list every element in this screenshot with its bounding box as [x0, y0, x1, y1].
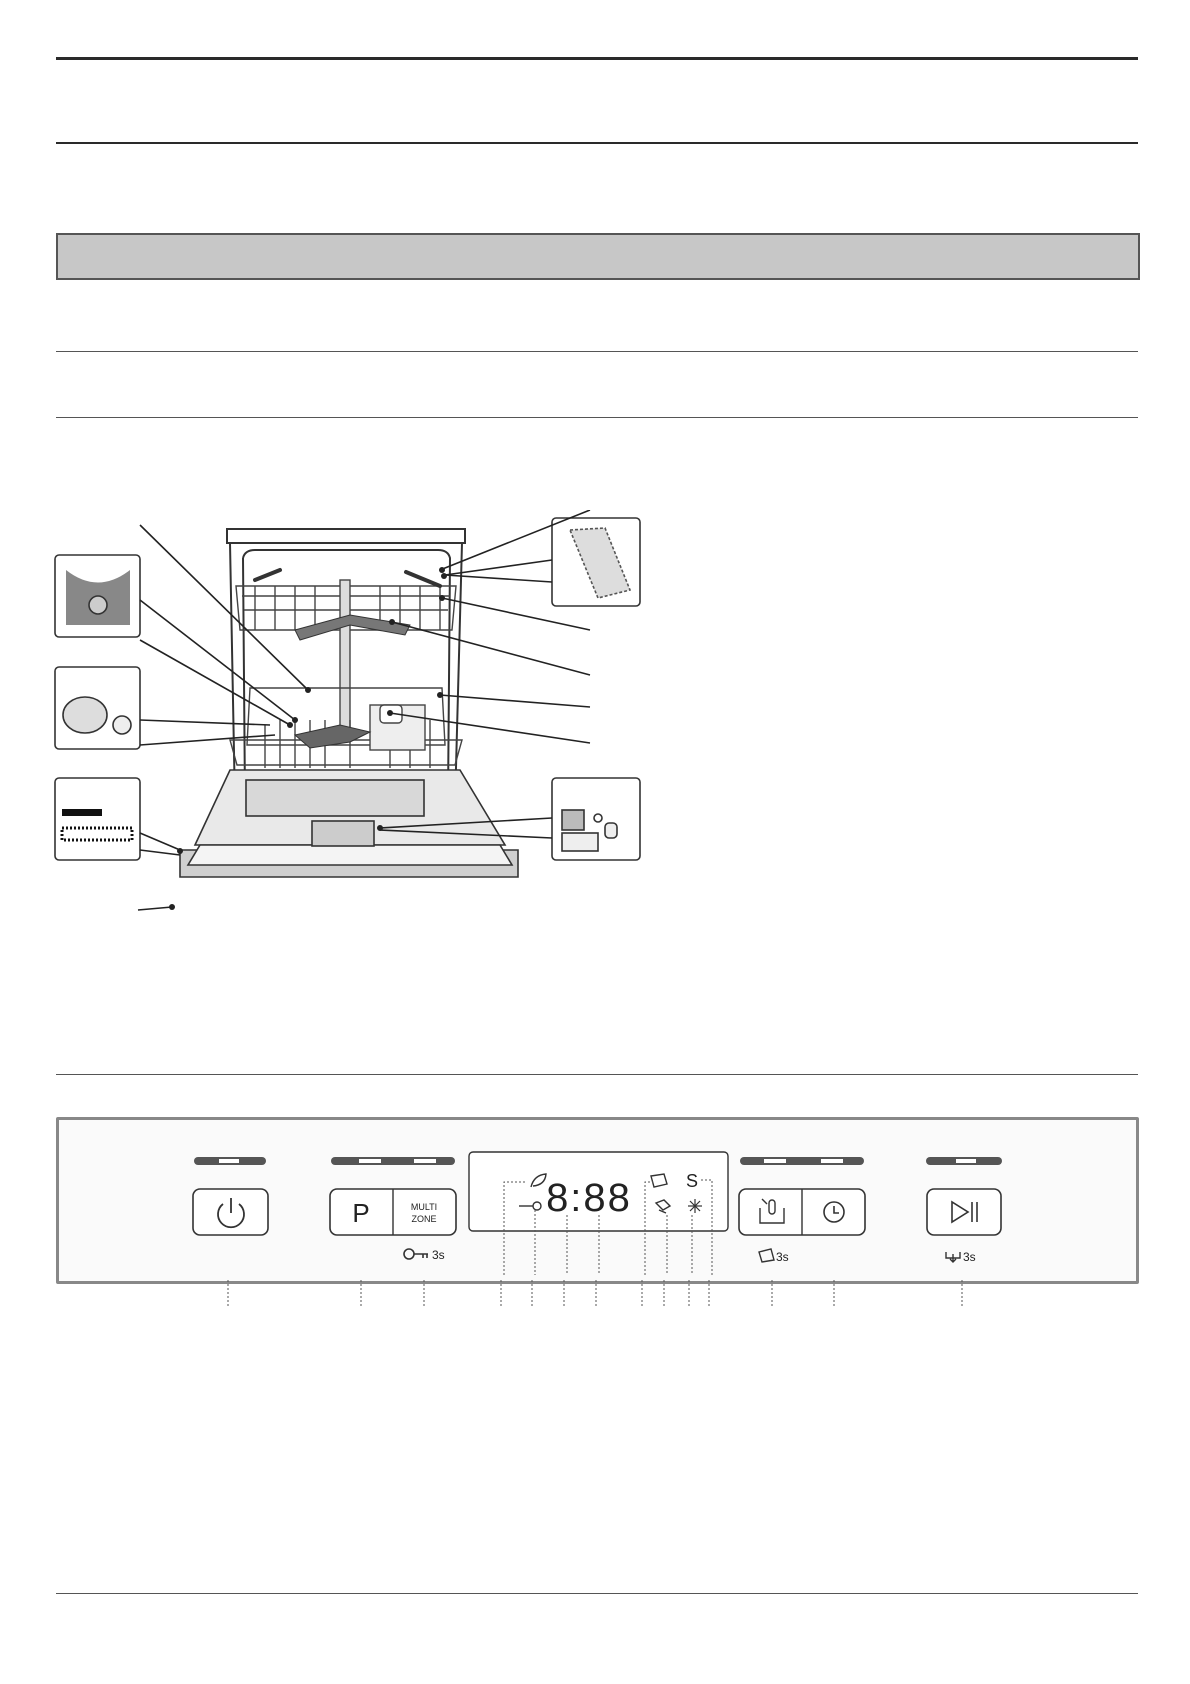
start-pause-button[interactable]	[927, 1189, 1001, 1235]
callout-dispenser	[552, 778, 640, 860]
multi-zone-label-2[interactable]: ZONE	[411, 1214, 437, 1224]
rule-5	[56, 1074, 1138, 1075]
rule-3	[56, 351, 1138, 352]
dishwasher-diagram	[50, 510, 650, 990]
panel-leaders	[0, 1280, 1190, 1340]
header-rule	[56, 142, 1138, 144]
bottom-rule	[56, 1593, 1138, 1594]
program-multizone-group	[330, 1189, 456, 1235]
callout-rating-label	[55, 778, 140, 860]
express-dry-icon	[688, 1199, 702, 1213]
multi-zone-label-1[interactable]: MULTI	[410, 1202, 438, 1212]
callout-base	[55, 555, 140, 637]
display-digits: 8:88	[546, 1176, 632, 1220]
upper-spray-arm	[295, 615, 410, 640]
callout-cutlery-tray	[552, 518, 640, 606]
drain-icon	[946, 1252, 960, 1262]
express-delay-group	[739, 1189, 865, 1235]
drain-hold-time: 3s	[963, 1250, 976, 1264]
top-rule	[56, 57, 1138, 60]
tablet-hold-time: 3s	[776, 1250, 789, 1264]
callout-filter	[55, 667, 140, 749]
tablet-hold-icon	[759, 1249, 774, 1262]
power-button[interactable]	[193, 1189, 268, 1235]
salt-icon: S	[685, 1171, 699, 1191]
rule-4	[56, 417, 1138, 418]
section-band	[56, 233, 1140, 280]
program-button[interactable]: P	[352, 1198, 370, 1228]
control-panel	[56, 1117, 1139, 1284]
key-icon	[404, 1249, 428, 1259]
key-lock-hold-time: 3s	[432, 1248, 445, 1262]
